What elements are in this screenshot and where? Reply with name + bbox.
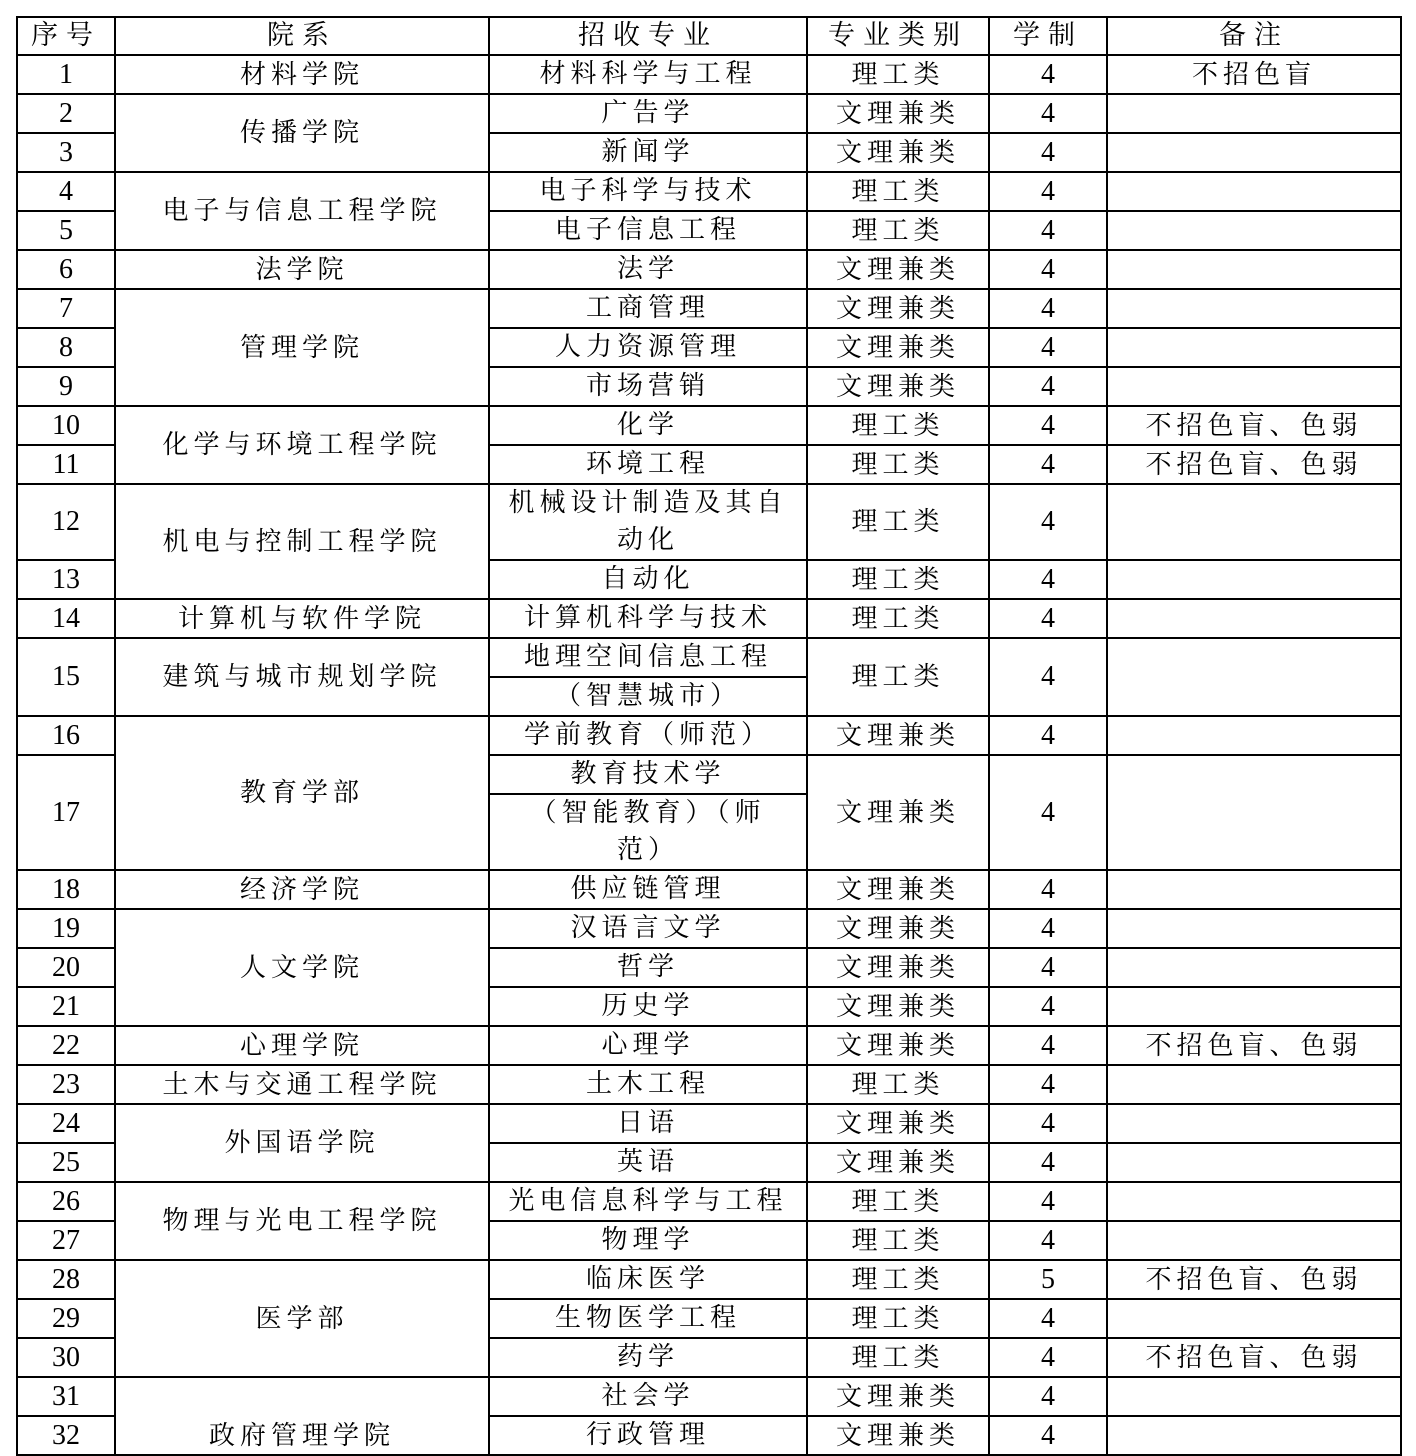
- major-line: 药学: [616, 1342, 679, 1372]
- major-cell: [489, 1143, 807, 1182]
- row-number: 6: [17, 250, 115, 289]
- note-cell: 不招色盲: [1107, 55, 1401, 94]
- major-cell: [489, 716, 807, 755]
- row-number: 15: [17, 638, 115, 716]
- college-cell: 经济学院: [115, 870, 489, 909]
- note-cell: 不招色盲、色弱: [1107, 445, 1401, 484]
- category-cell: 文理兼类: [807, 1377, 989, 1416]
- major-cell: [489, 289, 807, 328]
- note-cell: [1107, 1143, 1401, 1182]
- years-cell: 4: [989, 484, 1107, 560]
- category-cell: 理工类: [807, 1338, 989, 1377]
- category-cell: 理工类: [807, 560, 989, 599]
- row-number: 12: [17, 484, 115, 560]
- major-cell: [489, 55, 807, 94]
- years-cell: 4: [989, 1026, 1107, 1065]
- major-cell: [489, 1182, 807, 1221]
- note-cell: [1107, 172, 1401, 211]
- row-number: 3: [17, 133, 115, 172]
- row-number: 28: [17, 1260, 115, 1299]
- table-row: [17, 909, 1401, 948]
- years-cell: 4: [989, 55, 1107, 94]
- category-cell: 文理兼类: [807, 1104, 989, 1143]
- major-line: （智慧城市）: [554, 681, 741, 711]
- major-line: 历史学: [601, 991, 695, 1021]
- major-line: 材料科学与工程: [539, 59, 757, 89]
- major-line: 临床医学: [585, 1264, 710, 1294]
- major-cell: [489, 1338, 807, 1377]
- major-line: 工商管理: [585, 293, 710, 323]
- note-cell: [1107, 1377, 1401, 1416]
- major-line: 地理空间信息工程: [490, 639, 806, 678]
- table-row: [17, 1377, 1401, 1416]
- category-cell: 理工类: [807, 1221, 989, 1260]
- row-number: 30: [17, 1338, 115, 1377]
- years-cell: 4: [989, 755, 1107, 870]
- category-cell: 文理兼类: [807, 948, 989, 987]
- row-number: 13: [17, 560, 115, 599]
- category-cell: 文理兼类: [807, 1143, 989, 1182]
- major-cell: [489, 328, 807, 367]
- major-cell: [489, 987, 807, 1026]
- college-cell: 电子与信息工程学院: [115, 172, 489, 250]
- row-number: 16: [17, 716, 115, 755]
- major-line: 教育技术学: [490, 756, 806, 795]
- major-line: 环境工程: [585, 449, 710, 479]
- major-cell: [489, 1416, 807, 1455]
- years-cell: 4: [989, 1143, 1107, 1182]
- major-cell: [489, 172, 807, 211]
- row-number: 11: [17, 445, 115, 484]
- category-cell: 文理兼类: [807, 367, 989, 406]
- row-number: 20: [17, 948, 115, 987]
- note-cell: [1107, 328, 1401, 367]
- years-cell: 4: [989, 1377, 1107, 1416]
- major-cell: [489, 638, 807, 716]
- row-number: 9: [17, 367, 115, 406]
- major-cell: [489, 1065, 807, 1104]
- row-number: 1: [17, 55, 115, 94]
- college-cell: 法学院: [115, 250, 489, 289]
- years-cell: 4: [989, 1416, 1107, 1455]
- note-cell: [1107, 716, 1401, 755]
- row-number: 14: [17, 599, 115, 638]
- category-cell: 理工类: [807, 1182, 989, 1221]
- major-cell: [489, 1221, 807, 1260]
- major-line: 社会学: [601, 1381, 695, 1411]
- note-cell: [1107, 599, 1401, 638]
- college-cell: 教育学部: [115, 716, 489, 870]
- row-number: 19: [17, 909, 115, 948]
- category-cell: 理工类: [807, 599, 989, 638]
- years-cell: 4: [989, 870, 1107, 909]
- note-cell: [1107, 250, 1401, 289]
- years-cell: 4: [989, 948, 1107, 987]
- years-cell: 4: [989, 638, 1107, 716]
- note-cell: [1107, 1182, 1401, 1221]
- header-no: 序号: [17, 17, 115, 55]
- category-cell: 理工类: [807, 445, 989, 484]
- major-cell: [489, 1377, 807, 1416]
- major-line: 生物医学工程: [554, 1303, 741, 1333]
- major-line: 哲学: [616, 952, 679, 982]
- major-line: 范）: [616, 835, 679, 865]
- major-cell: [489, 367, 807, 406]
- college-cell: 心理学院: [115, 1026, 489, 1065]
- table-row: [17, 289, 1401, 328]
- row-number: 26: [17, 1182, 115, 1221]
- row-number: 17: [17, 755, 115, 870]
- note-cell: [1107, 870, 1401, 909]
- major-line: 物理学: [601, 1225, 695, 1255]
- major-cell: [489, 406, 807, 445]
- college-cell: 传播学院: [115, 94, 489, 172]
- years-cell: 4: [989, 289, 1107, 328]
- table-row: [17, 484, 1401, 560]
- category-cell: 文理兼类: [807, 1026, 989, 1065]
- college-cell: 人文学院: [115, 909, 489, 1026]
- years-cell: 4: [989, 406, 1107, 445]
- major-cell: [489, 870, 807, 909]
- row-number: 25: [17, 1143, 115, 1182]
- years-cell: 4: [989, 172, 1107, 211]
- table-row: [17, 1065, 1401, 1104]
- years-cell: 4: [989, 1299, 1107, 1338]
- category-cell: 文理兼类: [807, 909, 989, 948]
- major-line: 化学: [616, 410, 679, 440]
- row-number: 23: [17, 1065, 115, 1104]
- note-cell: 不招色盲、色弱: [1107, 406, 1401, 445]
- note-cell: [1107, 755, 1401, 870]
- major-line: 市场营销: [585, 371, 710, 401]
- table-row: [17, 94, 1401, 133]
- category-cell: 文理兼类: [807, 328, 989, 367]
- major-line: 机械设计制造及其自: [508, 488, 788, 518]
- note-cell: 不招色盲、色弱: [1107, 1026, 1401, 1065]
- major-cell: [489, 755, 807, 870]
- years-cell: 4: [989, 328, 1107, 367]
- row-number: 2: [17, 94, 115, 133]
- category-cell: 文理兼类: [807, 987, 989, 1026]
- note-cell: [1107, 289, 1401, 328]
- category-cell: 文理兼类: [807, 133, 989, 172]
- note-cell: 不招色盲、色弱: [1107, 1338, 1401, 1377]
- major-cell: [489, 1026, 807, 1065]
- note-cell: [1107, 367, 1401, 406]
- major-cell: [489, 211, 807, 250]
- major-cell: [489, 1104, 807, 1143]
- header-major: 招收专业: [489, 17, 807, 55]
- major-line: 英语: [616, 1147, 679, 1177]
- college-cell: 管理学院: [115, 289, 489, 406]
- major-line: 广告学: [601, 98, 695, 128]
- years-cell: 4: [989, 367, 1107, 406]
- college-cell: 化学与环境工程学院: [115, 406, 489, 484]
- note-cell: [1107, 133, 1401, 172]
- major-cell: [489, 1260, 807, 1299]
- major-cell: [489, 1299, 807, 1338]
- years-cell: 4: [989, 1182, 1107, 1221]
- years-cell: 4: [989, 94, 1107, 133]
- major-line: 光电信息科学与工程: [508, 1186, 788, 1216]
- header-years: 学制: [989, 17, 1107, 55]
- note-cell: [1107, 638, 1401, 716]
- table-row: [17, 172, 1401, 211]
- category-cell: 理工类: [807, 55, 989, 94]
- major-cell: [489, 445, 807, 484]
- years-cell: 4: [989, 909, 1107, 948]
- college-cell: 物理与光电工程学院: [115, 1182, 489, 1260]
- table-row: [17, 1260, 1401, 1299]
- category-cell: 理工类: [807, 638, 989, 716]
- header-college: 院系: [115, 17, 489, 55]
- category-cell: 文理兼类: [807, 1416, 989, 1455]
- major-line: 新闻学: [601, 137, 695, 167]
- row-number: 24: [17, 1104, 115, 1143]
- table-row: [17, 716, 1401, 755]
- table-row: [17, 250, 1401, 289]
- college-cell: 材料学院: [115, 55, 489, 94]
- note-cell: [1107, 1299, 1401, 1338]
- major-line: 电子科学与技术: [539, 176, 757, 206]
- note-cell: [1107, 987, 1401, 1026]
- table-row: [17, 870, 1401, 909]
- major-line: 日语: [616, 1108, 679, 1138]
- college-cell: 建筑与城市规划学院: [115, 638, 489, 716]
- category-cell: 文理兼类: [807, 289, 989, 328]
- row-number: 21: [17, 987, 115, 1026]
- note-cell: [1107, 1416, 1401, 1455]
- table-row: [17, 1104, 1401, 1143]
- major-line: 法学: [616, 254, 679, 284]
- college-cell: 机电与控制工程学院: [115, 484, 489, 599]
- major-cell: [489, 250, 807, 289]
- years-cell: 4: [989, 560, 1107, 599]
- category-cell: 理工类: [807, 1299, 989, 1338]
- years-cell: 4: [989, 133, 1107, 172]
- note-cell: [1107, 1104, 1401, 1143]
- college-cell: 政府管理学院: [115, 1377, 489, 1455]
- category-cell: 理工类: [807, 1260, 989, 1299]
- years-cell: 4: [989, 445, 1107, 484]
- category-cell: 理工类: [807, 484, 989, 560]
- category-cell: 理工类: [807, 172, 989, 211]
- header-row: [17, 17, 1401, 55]
- row-number: 18: [17, 870, 115, 909]
- header-note: 备注: [1107, 17, 1401, 55]
- major-cell: [489, 133, 807, 172]
- note-cell: [1107, 211, 1401, 250]
- college-cell: 医学部: [115, 1260, 489, 1377]
- table-row: [17, 55, 1401, 94]
- major-line: 供应链管理: [570, 874, 726, 904]
- note-cell: [1107, 1065, 1401, 1104]
- table-row: [17, 406, 1401, 445]
- major-line: 自动化: [601, 564, 695, 594]
- major-line: 计算机科学与技术: [523, 603, 772, 633]
- note-cell: 不招色盲、色弱: [1107, 1260, 1401, 1299]
- note-cell: [1107, 484, 1401, 560]
- note-cell: [1107, 909, 1401, 948]
- major-line: （智能教育）（师: [530, 798, 766, 828]
- major-line: 电子信息工程: [554, 215, 741, 245]
- years-cell: 4: [989, 1338, 1107, 1377]
- major-line: 心理学: [601, 1030, 695, 1060]
- college-cell: 土木与交通工程学院: [115, 1065, 489, 1104]
- table-row: [17, 1026, 1401, 1065]
- major-cell: [489, 599, 807, 638]
- major-cell: [489, 909, 807, 948]
- years-cell: 4: [989, 250, 1107, 289]
- years-cell: 5: [989, 1260, 1107, 1299]
- category-cell: 文理兼类: [807, 250, 989, 289]
- major-cell: [489, 94, 807, 133]
- years-cell: 4: [989, 599, 1107, 638]
- row-number: 32: [17, 1416, 115, 1455]
- row-number: 5: [17, 211, 115, 250]
- category-cell: 文理兼类: [807, 755, 989, 870]
- table-row: [17, 638, 1401, 716]
- major-cell: [489, 948, 807, 987]
- category-cell: 文理兼类: [807, 870, 989, 909]
- years-cell: 4: [989, 1221, 1107, 1260]
- college-cell: 计算机与软件学院: [115, 599, 489, 638]
- row-number: 22: [17, 1026, 115, 1065]
- admission-majors-table: [16, 16, 1402, 1456]
- major-line: 土木工程: [585, 1069, 710, 1099]
- note-cell: [1107, 560, 1401, 599]
- category-cell: 理工类: [807, 406, 989, 445]
- category-cell: 文理兼类: [807, 94, 989, 133]
- category-cell: 理工类: [807, 1065, 989, 1104]
- table-row: [17, 1182, 1401, 1221]
- major-line: 动化: [616, 525, 679, 555]
- header-category: 专业类别: [807, 17, 989, 55]
- row-number: 8: [17, 328, 115, 367]
- major-cell: [489, 484, 807, 560]
- college-cell: 外国语学院: [115, 1104, 489, 1182]
- note-cell: [1107, 948, 1401, 987]
- note-cell: [1107, 94, 1401, 133]
- row-number: 7: [17, 289, 115, 328]
- years-cell: 4: [989, 1104, 1107, 1143]
- row-number: 31: [17, 1377, 115, 1416]
- note-cell: [1107, 1221, 1401, 1260]
- row-number: 27: [17, 1221, 115, 1260]
- years-cell: 4: [989, 987, 1107, 1026]
- years-cell: 4: [989, 211, 1107, 250]
- row-number: 29: [17, 1299, 115, 1338]
- category-cell: 文理兼类: [807, 716, 989, 755]
- years-cell: 4: [989, 1065, 1107, 1104]
- years-cell: 4: [989, 716, 1107, 755]
- category-cell: 理工类: [807, 211, 989, 250]
- row-number: 10: [17, 406, 115, 445]
- major-line: 学前教育（师范）: [523, 720, 772, 750]
- table-row: [17, 599, 1401, 638]
- major-line: 汉语言文学: [570, 913, 726, 943]
- row-number: 4: [17, 172, 115, 211]
- major-cell: [489, 560, 807, 599]
- major-line: 人力资源管理: [554, 332, 741, 362]
- major-line: 行政管理: [585, 1420, 710, 1450]
